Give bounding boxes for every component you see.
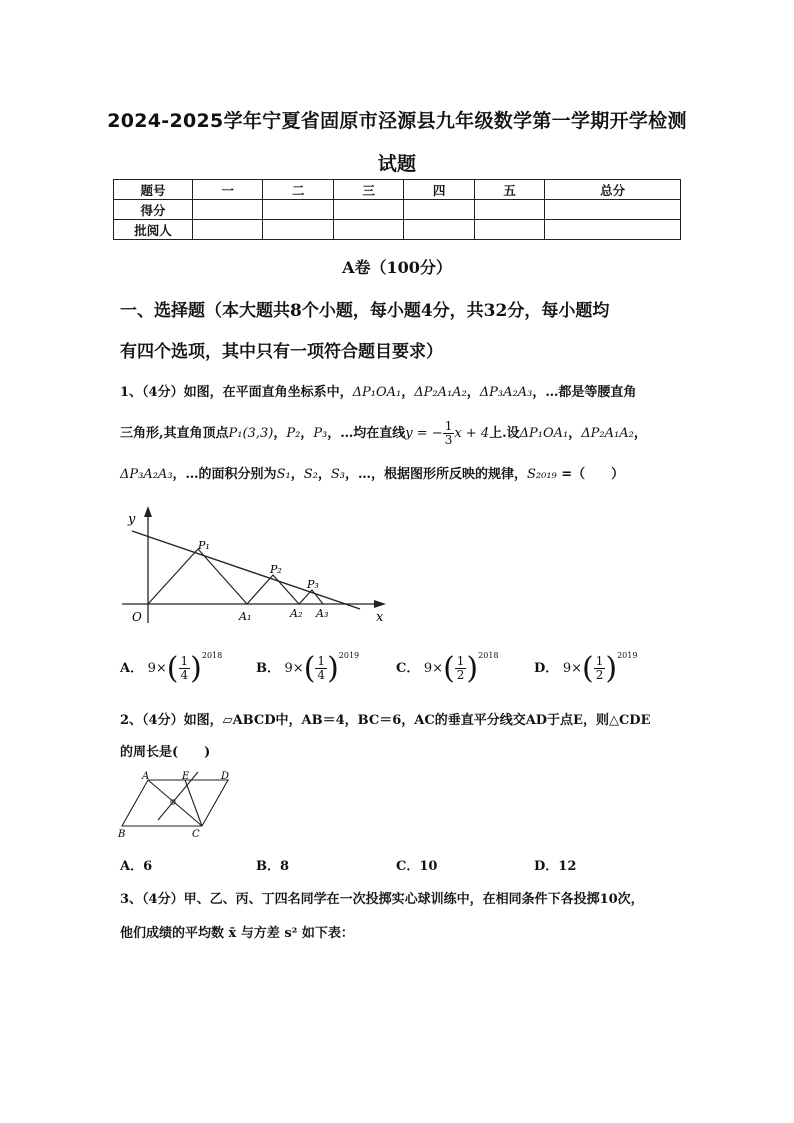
q2-option-a[interactable]: A．6 [120, 859, 153, 874]
reviewer-row [114, 220, 681, 240]
a2-label: A₂ [290, 607, 303, 620]
q1-triangle2: ΔP₂A₁A₂ [581, 426, 634, 441]
fraction-denominator: 4 [180, 668, 189, 682]
reviewer-cell [333, 220, 403, 240]
q1-option-a[interactable]: A． 9×( $\frac{1}{4}$ )$^{2018}$ [120, 651, 223, 686]
option-label: B． [256, 661, 280, 676]
a3-label: A₃ [316, 607, 329, 620]
score-header-cell: 一 [193, 180, 263, 200]
q1-triangle3: ΔP₃A₂A₃ [479, 385, 533, 400]
score-header-cell: 五 [474, 180, 544, 200]
option-exponent: 2019 [338, 651, 360, 660]
score-table-header-row [114, 180, 681, 200]
q1-area-s2: S₂ [303, 467, 318, 482]
y-axis-label: y [128, 512, 136, 527]
score-cell [263, 200, 333, 220]
q1-text: ，…，根据图形所反映的规律， [344, 467, 527, 482]
x-axis-label: x [376, 610, 384, 625]
q1-text: ，…的面积分别为 [172, 467, 277, 482]
reviewer-cell [404, 220, 474, 240]
q3-line1: 3、（4分）甲、乙、丙、丁四名同学在一次投掷实心球训练中，在相同条件下各投掷10次， [120, 892, 644, 907]
vertex-c-label: C [192, 829, 200, 840]
q1-area-s2019: S₂₀₁₉ [526, 467, 557, 482]
score-header-cell: 题号 [114, 180, 193, 200]
q1-triangle1: ΔP₁OA₁ [519, 426, 569, 441]
exam-title-line1: 2024-2025学年宁夏省固原市泾源县九年级数学第一学期开学检测 [107, 110, 687, 132]
perpendicular-bisector [158, 772, 198, 820]
score-cell [193, 200, 263, 220]
q1-equation-fraction [443, 420, 455, 447]
q1-triangle1: ΔP₁OA₁ [352, 385, 402, 400]
reviewer-cell [263, 220, 333, 240]
score-cell [333, 200, 403, 220]
q1-triangle2: ΔP₂A₁A₂ [414, 385, 467, 400]
q1-line3: ΔP₃A₂A₃，…的面积分别为S₁，S₂，S₃，…，根据图形所反映的规律，S₂₀₁₉ =（ ） [120, 467, 625, 482]
q1-line1: 1、（4分）如图，在平面直角坐标系中，ΔP₁OA₁，ΔP₂A₁A₂，ΔP₃A₂A₃，…都是等腰直角 [120, 385, 637, 400]
option-fraction [315, 655, 327, 682]
p1-label: P₁ [198, 539, 210, 552]
q1-option-d[interactable]: D． 9×( $\frac{1}{2}$ )$^{2019}$ [534, 651, 638, 686]
q1-point-p2: P₂ [286, 426, 301, 441]
fraction-denominator: 2 [456, 668, 465, 682]
score-row-label: 得分 [114, 200, 193, 220]
fraction-numerator: 1 [317, 654, 326, 668]
vertex-a-label: A [142, 771, 150, 782]
q1-point-p1: P₁(3,3) [228, 426, 274, 441]
score-cell [545, 200, 681, 220]
fraction-denominator: 2 [595, 668, 604, 682]
exam-title-line2: 试题 [377, 153, 417, 175]
score-cell [404, 200, 474, 220]
option-base: 9× [284, 661, 304, 676]
option-base: 9× [562, 661, 582, 676]
triangles-outline [148, 549, 323, 604]
q1-triangle3: ΔP₃A₂A₃ [120, 467, 173, 482]
option-exponent: 2018 [201, 651, 223, 660]
fraction-denominator: 3 [444, 433, 453, 447]
x-axis-arrow [374, 600, 386, 608]
option-base: 9× [147, 661, 167, 676]
score-header-cell: 二 [263, 180, 333, 200]
fraction-denominator: 4 [317, 668, 326, 682]
q1-number: 1、（4分）如图，在平面直角坐标系中， [120, 385, 353, 400]
origin-label: O [132, 610, 142, 624]
q1-area-s1: S₁ [276, 467, 291, 482]
q1-area-s3: S₃ [330, 467, 345, 482]
q1-equation-right: x + 4 [454, 426, 490, 441]
option-exponent: 2018 [478, 651, 499, 660]
score-table [113, 179, 681, 240]
option-exponent: 2019 [617, 651, 638, 660]
reviewer-cell [193, 220, 263, 240]
option-base: 9× [423, 661, 444, 676]
q2-option-c[interactable]: C．10 [396, 859, 438, 874]
score-header-cell: 四 [404, 180, 474, 200]
p2-label: P₂ [270, 563, 282, 576]
q1-text: =（ ） [556, 467, 625, 482]
section1-heading-line2: 有四个选项，其中只有一项符合题目要求） [120, 342, 443, 362]
q1-text: ，…均在直线 [327, 426, 406, 441]
option-fraction [179, 655, 191, 682]
fraction-numerator: 1 [180, 654, 189, 668]
score-row [114, 200, 681, 220]
option-label: A． [120, 661, 144, 676]
q2-line1: 2、（4分）如图，▱ABCD中，AB＝4，BC＝6，AC的垂直平分线交AD于点E，则△CDE [120, 713, 651, 728]
fraction-numerator: 1 [444, 419, 453, 433]
score-header-cell: 三 [333, 180, 403, 200]
q2-option-d[interactable]: D．12 [534, 859, 577, 874]
option-fraction [455, 655, 467, 682]
paper-a-heading: A卷（100分） [342, 258, 452, 277]
score-cell [474, 200, 544, 220]
vertex-b-label: B [118, 829, 126, 840]
score-header-cell: 总分 [545, 180, 681, 200]
vertex-d-label: D [221, 771, 230, 782]
reviewer-cell [545, 220, 681, 240]
y-axis-arrow [144, 506, 152, 517]
point-e-label: E [182, 771, 190, 782]
q1-figure [118, 503, 394, 628]
q2-option-b[interactable]: B．8 [256, 859, 290, 874]
fraction-numerator: 1 [595, 654, 604, 668]
q1-point-p3: P₃ [313, 426, 328, 441]
q1-line2: 三角形,其直角顶点P₁(3,3)，P₂，P₃，…均在直线y = − $\frac{1}{3}$ x + 4上.设ΔP₁OA₁，ΔP₂A₁A₂， [120, 419, 647, 447]
q1-option-b[interactable]: B． 9×( $\frac{1}{4}$ )$^{2019}$ [256, 651, 360, 686]
q1-option-c[interactable]: C． 9×( $\frac{1}{2}$ )$^{2018}$ [396, 651, 499, 686]
a1-label: A₁ [239, 610, 252, 623]
line-y-eq [132, 531, 360, 609]
reviewer-cell [474, 220, 544, 240]
q1-equation-left: y = − [405, 426, 443, 441]
q3-line2: 他们成绩的平均数 x̄ 与方差 s² 如下表： [120, 926, 354, 941]
q2-figure [116, 770, 242, 840]
q1-text: 三角形,其直角顶点 [120, 426, 229, 441]
reviewer-row-label: 批阅人 [114, 220, 193, 240]
fraction-numerator: 1 [456, 654, 465, 668]
option-fraction [594, 655, 606, 682]
p3-label: P₃ [307, 578, 319, 591]
section1-heading-line1: 一、选择题（本大题共8个小题，每小题4分，共32分，每小题均 [120, 301, 610, 321]
option-label: D． [534, 661, 559, 676]
q2-line2: 的周长是( ) [120, 745, 211, 760]
option-label: C． [396, 661, 420, 676]
q1-line1-tail: ，…都是等腰直角 [532, 385, 637, 400]
q1-text: 上.设 [489, 426, 520, 441]
q1-text: ， [273, 426, 287, 441]
